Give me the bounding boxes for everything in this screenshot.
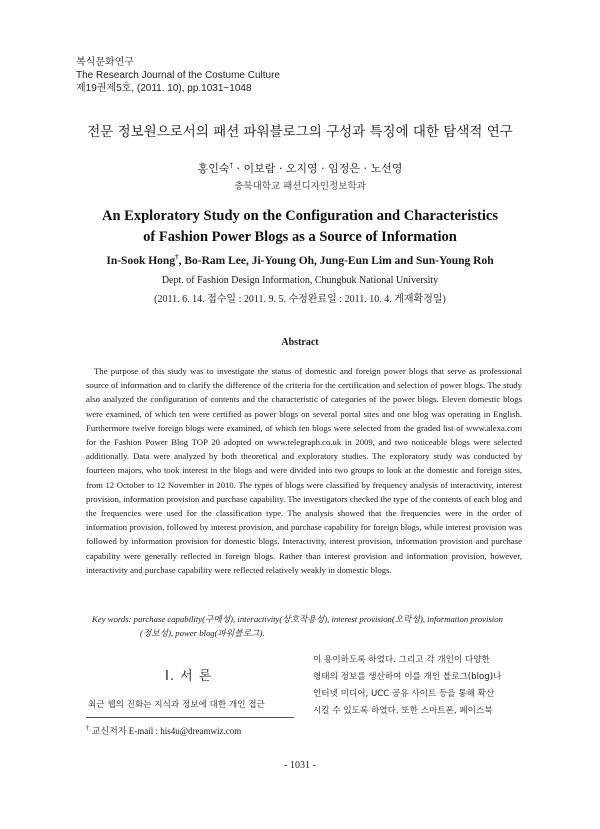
title-english-line1: An Exploratory Study on the Configuration and Characteristics: [102, 208, 498, 224]
left-column-text: [88, 697, 298, 714]
journal-header: [76, 56, 280, 95]
author-en-first: In-Sook Hong: [106, 255, 176, 267]
journal-issue: 제19권제5호, (2011. 10), pp.1031~1048: [76, 83, 252, 94]
footnote-mark: †: [86, 724, 90, 732]
authors-en-rest: , Bo-Ram Lee, Ji-Young Oh, Jung-Eun Lim and Sun-Young Roh: [178, 255, 494, 267]
page-number: - 1031 -: [284, 760, 316, 771]
right-column-line: 시킬 수 있도록 하였다. 또한 스마트폰, 페이스북: [313, 706, 493, 716]
author-kr-first: 홍인숙: [197, 162, 230, 175]
corresponding-mark-en: †: [175, 253, 179, 262]
section-heading: Ⅰ. 서 론: [165, 669, 213, 684]
footnote: [86, 724, 241, 737]
right-column-line: 형태의 정보를 생산하여 이를 개인 블로그(blog)나: [313, 672, 502, 682]
title-english-line2: of Fashion Power Blogs as a Source of Information: [143, 229, 457, 245]
authors-kr-rest: · 이보람 · 오지영 · 임정은 · 노선영: [232, 162, 403, 175]
footnote-divider: [86, 717, 294, 718]
corresponding-mark-kr: †: [229, 161, 233, 170]
keywords-line1: Key words: purchase capability(구매성), interactivity(상호작용성), interest provision(오락성), information provision: [92, 614, 503, 624]
footnote-text: 교신저자 E-mail : his4u@dreamwiz.com: [91, 726, 242, 736]
authors-english: [0, 255, 600, 267]
authors-korean: [0, 160, 600, 176]
right-column-line: 이 용이하도록 하였다. 그리고 각 개인이 다양한: [313, 655, 490, 665]
journal-name-kr: 복식문화연구: [76, 57, 134, 68]
keywords-line2: (정보성), power blog(파워블로그).: [140, 628, 265, 638]
affiliation-english: Dept. of Fashion Design Information, Chungbuk National University: [161, 275, 439, 286]
right-column-line: 인터넷 미디어, UCC 공유 사이트 등을 통해 확산: [313, 689, 495, 699]
abstract-body: The purpose of this study was to investigate the status of domestic and foreign power blogs that serve as professional source of information and to clarify the difference of the criteria for the certification and selection of power blogs. The study also analyzed the configuration of contents and the characteristic of categories of the power blogs. Eleven domestic blogs were examined, of which ten were certified as power blogs on several portal sites and one blog was operating in English. Furthermore twelve foreign blogs were examined, of which ten blogs were selected from the graded list of www.alexa.com for the Fashion Power Blog TOP 20 adopted on www.telegraph.co.uk in 2009, and two noticeable blogs were selected additionally. Data were analyzed by both theoretical and exploratory studies. The exploratory study was conducted by fourteen majors, who took interest in the blogs and were divided into two groups to look at the domestic and foreign sites, from 12 October to 12 November in 2010. The types of blogs were classified by frequency analysis of interactivity, interest provision, information provision and purchase capability. The investigators checked the type of the contents of each blog and the frequencies were used for the classification type. The analysis showed that the frequencies were in the order of information provision, followed by interest provision, and purchase capability for foreign blogs, while interest provision was followed by information provision for domestic blogs. Interactivity, interest provision, information provision and purchase capability were generally reflected in foreign blogs. Rather than interest provision and information provision, however, interactivity and purchase capability were reflected relatively weakly in domestic blogs.: [86, 366, 522, 575]
keywords: [92, 612, 528, 640]
left-column-line: 최근 웹의 진화는 지식과 정보에 대한 개인 접근: [88, 700, 265, 710]
title-english: [0, 206, 600, 248]
affiliation-korean: 충북대학교 패션디자인정보학과: [234, 181, 366, 192]
abstract-heading: Abstract: [281, 337, 319, 348]
title-korean: 전문 정보원으로서의 패션 파워블로그의 구성과 특징에 대한 탐색적 연구: [87, 124, 513, 140]
right-column-text: [313, 652, 528, 720]
submission-dates: (2011. 6. 14. 접수일 : 2011. 9. 5. 수정완료일 : 2011. 10. 4. 게재확정일): [154, 294, 446, 305]
journal-name-en: The Research Journal of the Costume Culture: [76, 70, 280, 81]
